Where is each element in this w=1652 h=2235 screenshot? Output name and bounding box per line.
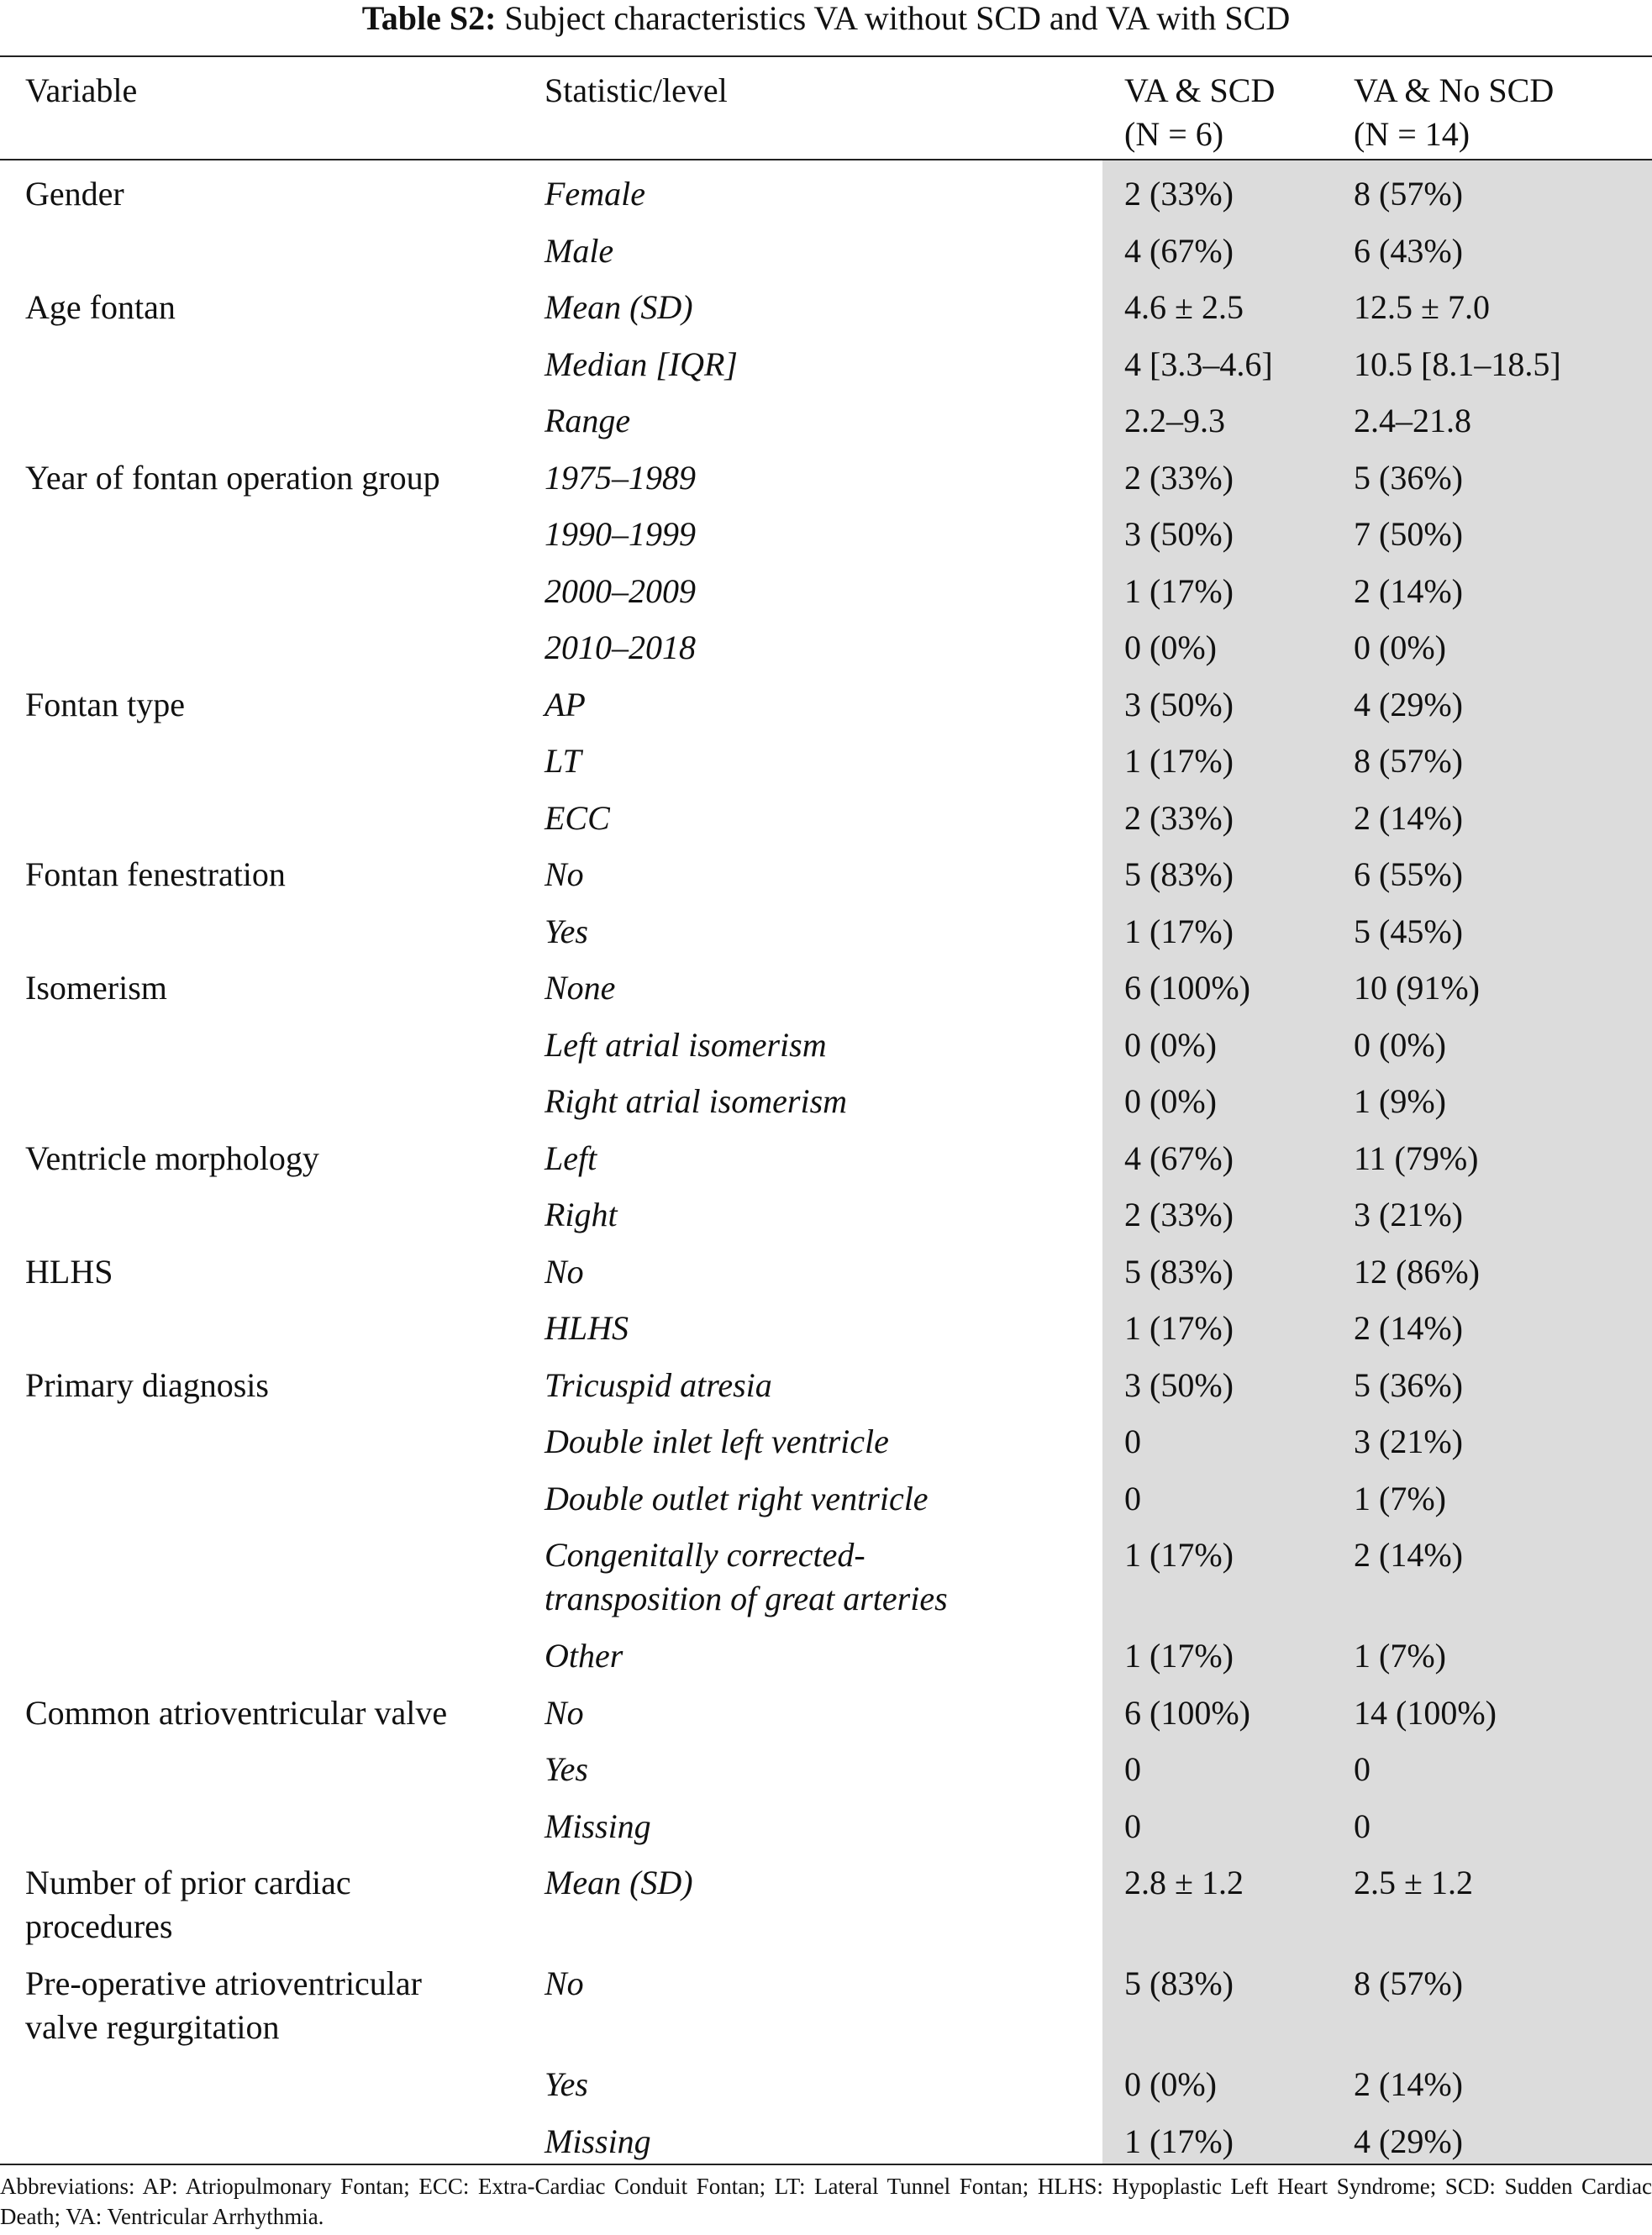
row-value-va-scd: 2 (33%) xyxy=(1124,458,1234,497)
header-variable: Variable xyxy=(25,71,138,109)
row-variable xyxy=(25,853,286,897)
row-value-va-no-scd: 5 (36%) xyxy=(1354,1365,1463,1404)
row-statistic-line: AP xyxy=(545,685,586,723)
row-value-va-scd: 2 (33%) xyxy=(1124,1196,1234,1233)
row-statistic xyxy=(545,626,696,670)
table-caption-label: Table S2: xyxy=(361,0,497,37)
row-statistic-line: Left atrial isomerism xyxy=(545,1025,827,1064)
row-value-va-no-scd: 1 (7%) xyxy=(1354,1479,1446,1517)
row-variable-line: procedures xyxy=(25,1907,173,1945)
row-statistic xyxy=(545,797,610,840)
row-value-va-scd: 6 (100%) xyxy=(1124,1693,1250,1732)
row-value-va-no-scd: 5 (45%) xyxy=(1354,912,1463,950)
row-value-va-no-scd: 0 xyxy=(1354,1750,1371,1788)
row-statistic xyxy=(545,1023,827,1067)
row-variable-line: Primary diagnosis xyxy=(25,1365,269,1404)
row-value-va-no-scd: 12 (86%) xyxy=(1354,1252,1480,1291)
row-value-va-scd: 1 (17%) xyxy=(1124,912,1234,950)
row-statistic xyxy=(545,343,738,387)
row-value-va-no-scd: 6 (43%) xyxy=(1354,231,1463,270)
row-statistic xyxy=(545,1364,772,1407)
row-statistic xyxy=(545,2063,588,2106)
row-value-va-no-scd: 5 (36%) xyxy=(1354,458,1463,497)
row-variable-line: Year of fontan operation group xyxy=(25,458,440,497)
row-value-va-scd: 0 (0%) xyxy=(1124,2065,1217,2103)
row-statistic-line: Mean (SD) xyxy=(545,288,693,326)
row-value-va-no-scd: 3 (21%) xyxy=(1354,1423,1463,1460)
row-statistic xyxy=(545,286,693,329)
row-statistic-line: Other xyxy=(545,1637,623,1675)
row-statistic-line: ECC xyxy=(545,798,610,837)
row-variable xyxy=(25,456,440,500)
row-value-va-scd: 3 (50%) xyxy=(1124,1365,1234,1404)
row-value-va-scd: 0 xyxy=(1124,1423,1141,1460)
row-statistic-line: Yes xyxy=(545,2065,588,2103)
row-statistic-line: Range xyxy=(545,402,631,439)
row-value-va-scd: 0 xyxy=(1124,1806,1141,1845)
row-statistic-line: Yes xyxy=(545,912,588,950)
row-variable-line: Fontan type xyxy=(25,685,185,723)
row-variable xyxy=(25,172,124,216)
row-value-va-no-scd: 0 xyxy=(1354,1806,1371,1845)
row-value-va-scd: 0 (0%) xyxy=(1124,1082,1217,1120)
row-value-va-scd: 4 (67%) xyxy=(1124,1139,1234,1177)
row-statistic xyxy=(545,1250,584,1294)
row-value-va-scd: 3 (50%) xyxy=(1124,685,1234,723)
row-value-va-no-scd: 7 (50%) xyxy=(1354,515,1463,553)
row-value-va-scd: 2 (33%) xyxy=(1124,798,1234,837)
row-statistic-line: LT xyxy=(545,742,581,780)
row-value-va-scd: 1 (17%) xyxy=(1124,1637,1234,1675)
row-value-va-scd: 1 (17%) xyxy=(1124,1536,1234,1574)
row-variable xyxy=(25,1861,351,1948)
row-variable xyxy=(25,286,176,329)
row-value-va-no-scd: 11 (79%) xyxy=(1354,1139,1479,1177)
row-variable-line: Pre-operative atrioventricular xyxy=(25,1964,422,2002)
row-value-va-scd: 5 (83%) xyxy=(1124,1964,1234,2002)
row-statistic-line: Male xyxy=(545,231,614,270)
row-variable-line: valve regurgitation xyxy=(25,2008,280,2046)
row-value-va-no-scd: 8 (57%) xyxy=(1354,742,1463,780)
row-value-va-no-scd: 10 (91%) xyxy=(1354,969,1480,1007)
row-statistic xyxy=(545,172,645,216)
row-statistic-line: Female xyxy=(545,175,645,213)
row-value-va-scd: 4 (67%) xyxy=(1124,231,1234,270)
row-value-va-scd: 3 (50%) xyxy=(1124,515,1234,553)
row-statistic xyxy=(545,1307,629,1350)
row-value-va-no-scd: 2.5 ± 1.2 xyxy=(1354,1864,1473,1901)
row-value-va-no-scd: 8 (57%) xyxy=(1354,175,1463,213)
row-variable-line: Ventricle morphology xyxy=(25,1139,319,1177)
row-statistic xyxy=(545,513,696,556)
row-value-va-no-scd: 10.5 [8.1–18.5] xyxy=(1354,344,1561,383)
row-value-va-no-scd: 2 (14%) xyxy=(1354,571,1463,610)
row-statistic-line: Right xyxy=(545,1196,618,1233)
row-variable xyxy=(25,1691,447,1735)
row-statistic-line: Missing xyxy=(545,2122,651,2160)
row-value-va-scd: 6 (100%) xyxy=(1124,969,1250,1007)
row-statistic-line: Double outlet right ventricle xyxy=(545,1479,929,1517)
row-statistic-line: Mean (SD) xyxy=(545,1864,693,1901)
row-statistic-line: Left xyxy=(545,1139,597,1177)
header-statistic: Statistic/level xyxy=(545,71,728,109)
row-statistic xyxy=(545,1691,584,1735)
row-value-va-no-scd: 0 (0%) xyxy=(1354,628,1446,666)
row-value-va-no-scd: 2 (14%) xyxy=(1354,798,1463,837)
row-statistic xyxy=(545,1861,693,1905)
row-variable-line: Common atrioventricular valve xyxy=(25,1693,448,1732)
row-statistic xyxy=(545,2120,651,2164)
row-statistic xyxy=(545,1748,588,1791)
row-value-va-no-scd: 4 (29%) xyxy=(1354,2122,1463,2160)
row-statistic xyxy=(545,570,696,613)
row-statistic-line: HLHS xyxy=(545,1309,629,1347)
row-value-va-no-scd: 2 (14%) xyxy=(1354,1536,1463,1574)
row-statistic-line: 1990–1999 xyxy=(545,515,696,553)
row-value-va-no-scd: 8 (57%) xyxy=(1354,1964,1463,2002)
row-statistic-line: Tricuspid atresia xyxy=(545,1365,772,1404)
row-variable-line: HLHS xyxy=(25,1252,113,1291)
row-statistic xyxy=(545,853,584,897)
row-value-va-scd: 1 (17%) xyxy=(1124,2122,1234,2160)
row-value-va-scd: 4.6 ± 2.5 xyxy=(1124,288,1244,326)
row-value-va-scd: 5 (83%) xyxy=(1124,1252,1234,1291)
row-statistic-line: No xyxy=(545,1252,584,1291)
row-statistic xyxy=(545,229,613,273)
row-value-va-no-scd: 12.5 ± 7.0 xyxy=(1354,288,1490,326)
row-value-va-no-scd: 14 (100%) xyxy=(1354,1693,1497,1732)
header-va-no-scd: VA & No SCD (N = 14) xyxy=(1354,71,1555,153)
row-value-va-no-scd: 0 (0%) xyxy=(1354,1025,1446,1064)
row-statistic-line: Yes xyxy=(545,1750,588,1788)
row-value-va-scd: 1 (17%) xyxy=(1124,742,1234,780)
row-variable-line: Number of prior cardiac xyxy=(25,1864,351,1901)
row-value-va-no-scd: 2 (14%) xyxy=(1354,2065,1463,2103)
row-variable-line: Fontan fenestration xyxy=(25,855,286,893)
row-variable-line: Gender xyxy=(25,175,124,213)
row-statistic-line: transposition of great arteries xyxy=(545,1580,948,1617)
row-variable-line: Isomerism xyxy=(25,969,167,1007)
row-statistic xyxy=(545,1477,929,1521)
row-variable xyxy=(25,1250,113,1294)
row-statistic-line: None xyxy=(545,969,616,1007)
row-statistic-line: Missing xyxy=(545,1806,651,1845)
row-statistic xyxy=(545,1420,889,1464)
row-value-va-scd: 2.8 ± 1.2 xyxy=(1124,1864,1244,1901)
row-statistic xyxy=(545,1193,618,1237)
row-statistic-line: Congenitally corrected- xyxy=(545,1536,865,1574)
row-value-va-no-scd: 1 (9%) xyxy=(1354,1082,1446,1120)
row-value-va-scd: 4 [3.3–4.6] xyxy=(1124,344,1273,383)
row-value-va-no-scd: 3 (21%) xyxy=(1354,1196,1463,1233)
row-statistic-line: Double inlet left ventricle xyxy=(545,1423,889,1460)
row-value-va-no-scd: 1 (7%) xyxy=(1354,1637,1446,1675)
row-statistic-line: 2000–2009 xyxy=(545,571,696,610)
row-value-va-no-scd: 6 (55%) xyxy=(1354,855,1463,893)
row-statistic xyxy=(545,1962,584,2006)
row-value-va-no-scd: 2.4–21.8 xyxy=(1354,402,1471,439)
row-statistic-line: Right atrial isomerism xyxy=(545,1082,848,1120)
row-value-va-scd: 1 (17%) xyxy=(1124,571,1234,610)
row-variable xyxy=(25,1137,319,1181)
row-statistic-line: No xyxy=(545,1693,584,1732)
row-statistic xyxy=(545,456,696,500)
row-variable xyxy=(25,683,185,727)
row-statistic xyxy=(545,1805,651,1848)
row-statistic xyxy=(545,910,588,954)
row-value-va-scd: 0 (0%) xyxy=(1124,1025,1217,1064)
row-value-va-scd: 2 (33%) xyxy=(1124,175,1234,213)
row-statistic xyxy=(545,966,615,1010)
row-variable xyxy=(25,966,167,1010)
row-value-va-scd: 0 xyxy=(1124,1750,1141,1788)
row-statistic-line: Median [IQR] xyxy=(545,344,738,383)
row-statistic xyxy=(545,683,586,727)
row-statistic xyxy=(545,1533,948,1621)
row-value-va-scd: 0 (0%) xyxy=(1124,628,1217,666)
row-variable xyxy=(25,1364,269,1407)
row-statistic xyxy=(545,399,630,443)
table-caption-text: Subject characteristics VA without SCD and VA with SCD xyxy=(504,0,1291,37)
row-value-va-no-scd: 4 (29%) xyxy=(1354,685,1463,723)
row-statistic xyxy=(545,1634,623,1678)
row-value-va-scd: 2.2–9.3 xyxy=(1124,402,1225,439)
abbreviations-footnote: Abbreviations: AP: Atriopulmonary Fontan; ECC: Extra-Cardiac Conduit Fontan; LT: Lateral Tunnel Fontan; HLHS: Hypoplastic Left Heart Syndrome; SCD: Sudden Cardiac Death; VA: Ventricular Arrhythmia. xyxy=(0,2174,1652,2229)
row-statistic xyxy=(545,1080,847,1123)
row-value-va-no-scd: 2 (14%) xyxy=(1354,1309,1463,1347)
row-statistic-line: 2010–2018 xyxy=(545,628,696,666)
row-statistic-line: No xyxy=(545,1964,584,2002)
row-value-va-scd: 0 xyxy=(1124,1479,1141,1517)
row-statistic xyxy=(545,739,581,783)
row-variable-line: Age fontan xyxy=(25,288,176,326)
header-va-scd: VA & SCD (N = 6) xyxy=(1124,71,1276,153)
row-statistic xyxy=(545,1137,597,1181)
row-statistic-line: No xyxy=(545,855,584,893)
row-variable xyxy=(25,1962,422,2049)
row-statistic-line: 1975–1989 xyxy=(545,458,696,497)
row-value-va-scd: 1 (17%) xyxy=(1124,1309,1234,1347)
row-value-va-scd: 5 (83%) xyxy=(1124,855,1234,893)
